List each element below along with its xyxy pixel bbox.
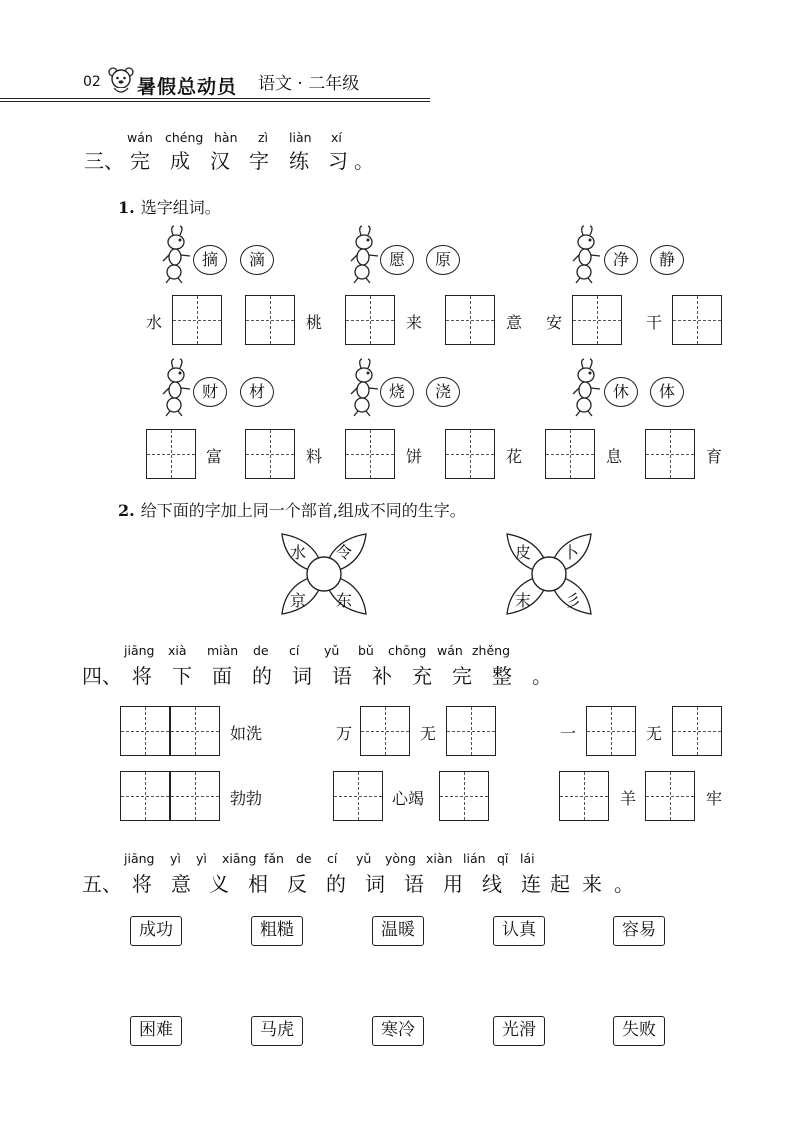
- radical-flower: [278, 530, 370, 618]
- heading-char: 起: [550, 872, 570, 896]
- given-char: 花: [506, 447, 523, 466]
- match-word-top[interactable]: 认真: [493, 916, 545, 946]
- heading-char: 相: [248, 872, 268, 896]
- pinyin: fǎn: [264, 851, 284, 866]
- pinyin: yòng: [385, 851, 416, 866]
- pinyin: yì: [170, 851, 181, 866]
- writing-box[interactable]: [545, 429, 595, 479]
- idiom-part: 心竭: [392, 789, 425, 808]
- heading-end: 。: [354, 149, 374, 173]
- bear-mascot-icon: [107, 66, 135, 100]
- petal-char: 水: [290, 543, 307, 562]
- pinyin: de: [296, 851, 312, 866]
- writing-box[interactable]: [439, 771, 489, 821]
- pinyin: cí: [289, 643, 300, 658]
- heading-char: 将: [132, 664, 152, 688]
- choice-char[interactable]: 财: [193, 377, 227, 407]
- heading-char: 反: [287, 872, 307, 896]
- heading-char: 将: [132, 872, 152, 896]
- choice-char[interactable]: 静: [650, 245, 684, 275]
- writing-box[interactable]: [446, 706, 496, 756]
- heading-char: 义: [209, 872, 229, 896]
- petal-char: 彡: [565, 591, 582, 610]
- ant-mascot-icon: [348, 225, 382, 285]
- pinyin: jiāng: [124, 643, 155, 658]
- question-text: 给下面的字加上同一个部首,组成不同的生字。: [140, 501, 466, 520]
- question-number: 2.: [118, 501, 135, 520]
- given-char: 水: [146, 313, 163, 332]
- writing-box[interactable]: [120, 706, 170, 756]
- match-word-top[interactable]: 温暖: [372, 916, 424, 946]
- pinyin: miàn: [207, 643, 239, 658]
- page-number: 02: [83, 74, 101, 90]
- pinyin: xí: [331, 130, 342, 145]
- question-text: 选字组词。: [140, 198, 221, 217]
- pinyin: xià: [168, 643, 187, 658]
- choice-char[interactable]: 愿: [380, 245, 414, 275]
- idiom-part: 无: [420, 724, 437, 743]
- heading-char: 的: [326, 872, 346, 896]
- writing-box[interactable]: [120, 771, 170, 821]
- pinyin: hàn: [214, 130, 238, 145]
- heading-char: 连: [521, 872, 541, 896]
- idiom-part: 羊: [620, 789, 637, 808]
- writing-box[interactable]: [645, 429, 695, 479]
- petal-char: 令: [336, 543, 353, 562]
- pinyin: wán: [127, 130, 153, 145]
- pinyin: de: [253, 643, 269, 658]
- pinyin: chōng: [388, 643, 427, 658]
- match-word-top[interactable]: 粗糙: [251, 916, 303, 946]
- choice-char[interactable]: 滴: [240, 245, 274, 275]
- ant-mascot-icon: [160, 225, 194, 285]
- choice-char[interactable]: 净: [604, 245, 638, 275]
- heading-end: 。: [532, 664, 552, 688]
- pinyin: xiāng: [222, 851, 257, 866]
- ant-mascot-icon: [570, 225, 604, 285]
- choice-char[interactable]: 烧: [380, 377, 414, 407]
- idiom-part: 如洗: [230, 724, 263, 743]
- writing-box[interactable]: [645, 771, 695, 821]
- idiom-part: 牢: [706, 789, 723, 808]
- given-char: 桃: [306, 313, 323, 332]
- writing-box[interactable]: [170, 706, 220, 756]
- pinyin: chéng: [165, 130, 204, 145]
- writing-box[interactable]: [172, 295, 222, 345]
- pinyin: xiàn: [426, 851, 453, 866]
- ant-mascot-icon: [160, 358, 194, 418]
- heading-char: 语: [332, 664, 352, 688]
- heading-char: 充: [412, 664, 432, 688]
- match-word-bottom[interactable]: 寒冷: [372, 1016, 424, 1046]
- section-number: 四、: [82, 664, 122, 688]
- given-char: 来: [406, 313, 423, 332]
- pinyin: wán: [437, 643, 463, 658]
- idiom-part: 无: [646, 724, 663, 743]
- given-char: 料: [306, 447, 323, 466]
- given-char: 安: [546, 313, 563, 332]
- match-word-bottom[interactable]: 困难: [130, 1016, 182, 1046]
- heading-char: 汉: [210, 149, 230, 173]
- choice-char[interactable]: 浇: [426, 377, 460, 407]
- heading-char: 意: [171, 872, 191, 896]
- petal-char: 京: [290, 591, 307, 610]
- ant-mascot-icon: [348, 358, 382, 418]
- pinyin: zhěng: [472, 643, 511, 658]
- writing-box[interactable]: [345, 295, 395, 345]
- given-char: 饼: [406, 447, 423, 466]
- match-word-bottom[interactable]: 光滑: [493, 1016, 545, 1046]
- pinyin: yǔ: [324, 643, 340, 658]
- heading-char: 字: [249, 149, 269, 173]
- heading-char: 习: [328, 149, 348, 173]
- writing-box[interactable]: [572, 295, 622, 345]
- match-word-bottom[interactable]: 失败: [613, 1016, 665, 1046]
- choice-char[interactable]: 原: [426, 245, 460, 275]
- pinyin: cí: [327, 851, 338, 866]
- writing-box[interactable]: [245, 295, 295, 345]
- petal-char: 皮: [515, 543, 532, 562]
- given-char: 意: [506, 313, 523, 332]
- idiom-part: 一: [560, 724, 577, 743]
- question-number: 1.: [118, 198, 135, 217]
- choice-char[interactable]: 体: [650, 377, 684, 407]
- writing-box[interactable]: [170, 771, 220, 821]
- heading-char: 来: [582, 872, 602, 896]
- idiom-part: 万: [336, 724, 353, 743]
- given-char: 干: [646, 313, 663, 332]
- heading-char: 词: [365, 872, 385, 896]
- subject-grade: 语文 · 二年级: [258, 74, 360, 94]
- heading-char: 下: [172, 664, 192, 688]
- given-char: 息: [606, 447, 623, 466]
- writing-box[interactable]: [672, 295, 722, 345]
- heading-char: 整: [492, 664, 512, 688]
- match-word-top[interactable]: 容易: [613, 916, 665, 946]
- pinyin: bǔ: [358, 643, 374, 658]
- heading-char: 成: [170, 149, 190, 173]
- match-word-top[interactable]: 成功: [130, 916, 182, 946]
- writing-box[interactable]: [245, 429, 295, 479]
- choice-char[interactable]: 摘: [193, 245, 227, 275]
- pinyin: yì: [196, 851, 207, 866]
- pinyin: lián: [463, 851, 486, 866]
- choice-char[interactable]: 休: [604, 377, 638, 407]
- radical-flower: [503, 530, 595, 618]
- header-rule-thin: [0, 101, 430, 102]
- question-2: [118, 498, 466, 521]
- section-number: 三、: [84, 149, 124, 173]
- heading-char: 词: [292, 664, 312, 688]
- heading-char: 线: [482, 872, 502, 896]
- heading-end: 。: [614, 872, 634, 896]
- writing-box[interactable]: [360, 706, 410, 756]
- pinyin: liàn: [289, 130, 312, 145]
- writing-box[interactable]: [586, 706, 636, 756]
- question-1: [118, 195, 221, 218]
- writing-box[interactable]: [333, 771, 383, 821]
- heading-char: 语: [404, 872, 424, 896]
- writing-box[interactable]: [445, 429, 495, 479]
- pinyin: jiāng: [124, 851, 155, 866]
- heading-char: 补: [372, 664, 392, 688]
- writing-box[interactable]: [559, 771, 609, 821]
- petal-char: 东: [336, 591, 353, 610]
- writing-box[interactable]: [445, 295, 495, 345]
- writing-box[interactable]: [146, 429, 196, 479]
- writing-box[interactable]: [345, 429, 395, 479]
- given-char: 育: [706, 447, 723, 466]
- idiom-part: 勃勃: [230, 789, 263, 808]
- ant-mascot-icon: [570, 358, 604, 418]
- book-title: 暑假总动员: [137, 76, 238, 98]
- pinyin: zì: [258, 130, 269, 145]
- heading-char: 面: [212, 664, 232, 688]
- choice-char[interactable]: 材: [240, 377, 274, 407]
- heading-char: 练: [289, 149, 309, 173]
- heading-char: 的: [252, 664, 272, 688]
- heading-char: 完: [130, 149, 150, 173]
- pinyin: lái: [520, 851, 535, 866]
- given-char: 富: [206, 447, 223, 466]
- heading-char: 用: [443, 872, 463, 896]
- section-number: 五、: [82, 872, 122, 896]
- header-rule: [0, 98, 430, 99]
- pinyin: yǔ: [356, 851, 372, 866]
- pinyin: qǐ: [497, 851, 509, 866]
- petal-char: 卜: [563, 543, 580, 562]
- match-word-bottom[interactable]: 马虎: [251, 1016, 303, 1046]
- petal-char: 末: [515, 591, 532, 610]
- writing-box[interactable]: [672, 706, 722, 756]
- heading-char: 完: [452, 664, 472, 688]
